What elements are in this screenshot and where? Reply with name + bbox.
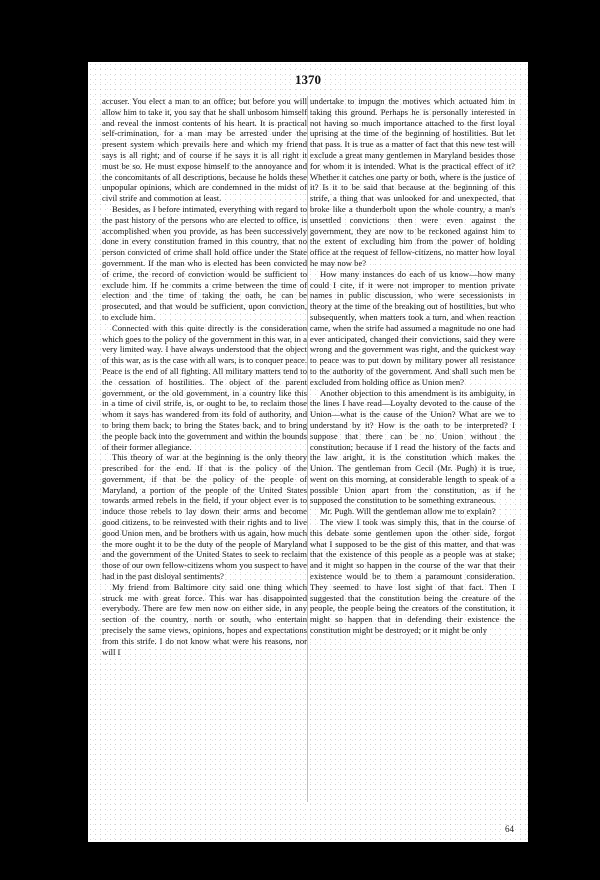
paragraph: The view I took was simply this, that in the course of this debate some gentlemen upon the other side, forgot what I supposed to be the gist of this matter, and that was that the existence of this people as a people was at stake; and it might so happen in the course of the war that their existence would be to them a paramount consideration. They seemed to have lost sight of that fact. Then I suggested that the constitution being the creature of the people, the people being the creators of the constitution, it might so happen that in defending their existence the constitution might be destroyed; or it might be only xyxy=(310,517,515,636)
folio-mark: 64 xyxy=(505,824,514,834)
paragraph: accuser. You elect a man to an office; but before you will allow him to take it, you say that he shall unbosom himself and reveal the inmost contents of his heart. It is practical self-crimination, for a man may be arrested under the present system which prevails here and which my friend says is all right; and of course if he says it is all right it must be so. He must expose himself to the annoyance and the concomitants of all descriptions, because he holds these unpopular opinions, which are condemned in the midst of civil strife and commotion at least. xyxy=(102,96,307,204)
paragraph: My friend from Baltimore city said one thing which struck me with great force. This war has disappointed everybody. There are few men now on either side, in any section of the country, north or south, who entertain precisely the same views, opinions, hopes and expectations from this strife. I do not know what were his reasons, nor will I xyxy=(102,581,307,657)
page-number: 1370 xyxy=(295,72,321,87)
paragraph: Besides, as I before intimated, everything with regard to the past history of the persons who are elected to office, is accomplished when you provide, as has been successively done in every constitution framed in this country, that no person convicted of crime shall hold office under the State government. If the man who is elected has been convicted of crime, the record of conviction would be sufficient to exclude him. If he commits a crime between the time of election and the time of taking the oath, he can be prosecuted, and that would be sufficient, upon conviction, to exclude him. xyxy=(102,203,307,322)
left-column xyxy=(102,96,307,657)
right-column xyxy=(310,96,515,636)
paragraph: Another objection to this amendment is its ambiguity, in the lines I have read—Loyalty devoted to the cause of the Union—what is the cause of the Union? What are we to understand by it? How is the oath to be interpreted? I suppose that there can be no Union without the constitution; because if I read the history of the facts and the law aright, it is the constitution which makes the Union. The gentleman from Cecil (Mr. Pugh) it is true, went on this morning, at considerable length to speak of a possible Union apart from the constitution, as if he supposed the constitution to be something extraneous. xyxy=(310,387,515,506)
paragraph: Connected with this quite directly is the consideration which goes to the policy of the government in this war, in a very limited way. I have always understood that the object of this war, as is the case with all wars, is to conquer peace. Peace is the end of all fighting. All military matters tend to the cessation of hostilities. The object of the parent government, or the old government, in a country like this in a time of civil strife, is, or ought to be, to reclaim those whom it says has wandered from its fold of authority, and to bring them back; to bring the States back, and to bring the people back into the government and within the bounds of their former allegiance. xyxy=(102,322,307,452)
paragraph: How many instances do each of us know—how many could I cite, if it were not improper to mention private names in public discussion, who were secessionists in theory at the time of the breaking out of hostilities, but who subsequently, when matters took a turn, and when reaction came, when the strife had assumed a magnitude no one had ever anticipated, changed their convictions, said they were wrong and the government was right, and the quickest way to peace was to put down by military power all resistance to the authority of the government. And shall such men be excluded from holding office as Union men? xyxy=(310,268,515,387)
paragraph: This theory of war at the beginning is the only theory prescribed for the end. If that is the policy of the government, if that be the policy of the people of Maryland, a portion of the people of the United States towards armed rebels in the field, if your object ever is to induce those rebels to lay down their arms and become good citizens, to be reinvested with their rights and to live good Union men, and be brothers with us again, how much the more ought it to be the duty of the people of Maryland and the government of the United States to seek to reclaim those of our own fellow-citizens whom you suspect to have had in the past disloyal sentiments? xyxy=(102,452,307,582)
paragraph: undertake to impugn the motives which actuated him in taking this ground. Perhaps he is personally interested in not having so much importance attached to the first loyal uprising at the time of the beginning of hostilities. But let that pass. It is true as a matter of fact that this new test will exclude a great many gentlemen in Maryland besides those for whom it is intended. What is the practical effect of it? Whether it catches one party or both, where is the justice of it? Is it to be said that because at the beginning of this strife, a thing that was unlooked for and unexpected, that broke like a thunderbolt upon the whole country, a man's unsettled convictions then were even against the government, they are now to be reckoned against him to the extent of excluding him from the power of holding office at the request of fellow-citizens, no matter how loyal he may now be? xyxy=(310,96,515,268)
column-divider xyxy=(307,96,308,802)
speaker-paragraph: Mr. Pugh. Will the gentleman allow me to explain? xyxy=(320,506,496,517)
document-page xyxy=(88,62,528,842)
